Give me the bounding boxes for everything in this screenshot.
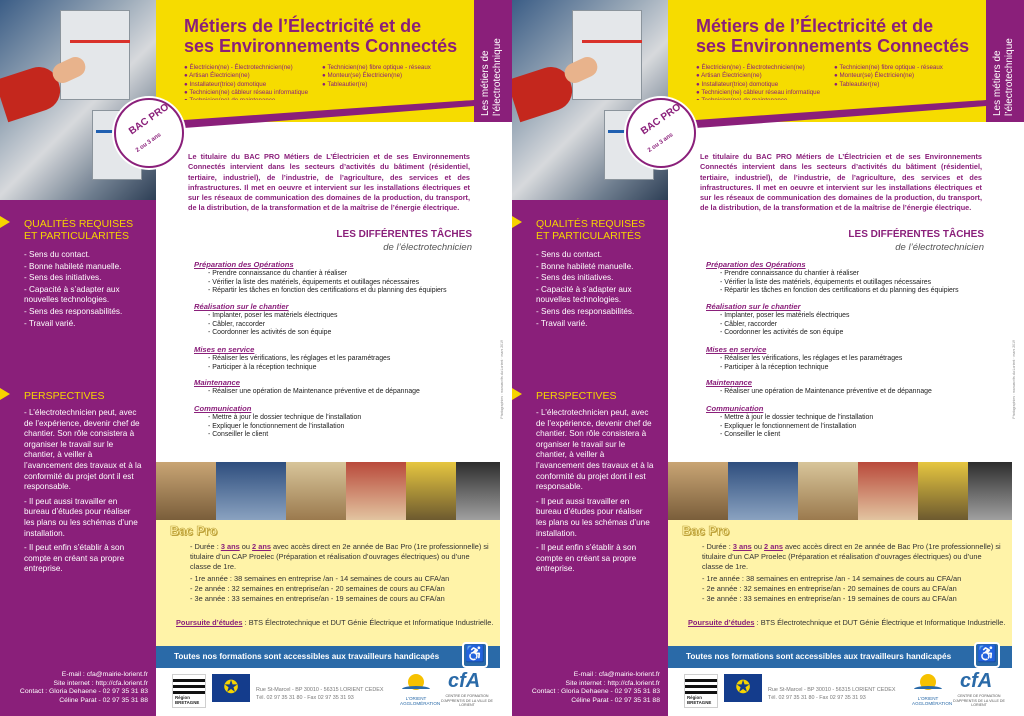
task-block-preparation: Préparation des Opérations - Prendre connaissance du chantier à réaliser - Vérifier la liste des matériels, équipements et outillages nécessaires - Répartir les tâches en fonction des certifications et du planning des équipiers bbox=[706, 260, 996, 296]
list-item: - Sens du contact. bbox=[536, 250, 602, 259]
bac-pro-title: Bac Pro bbox=[682, 524, 730, 538]
lorient-logo: L’ORIENT AGGLOMÉRATION bbox=[400, 672, 432, 706]
address: Rue St-Marcel - BP 30010 - 56315 LORIENT CEDEX Tél. 02 97 35 31 80 - Fax 02 97 35 31 93 bbox=[768, 687, 896, 701]
perspectives-list bbox=[536, 408, 654, 576]
list-item: ● Technicien(ne) câbleur réseau informatique bbox=[696, 89, 820, 97]
list-item: - 2e année : 32 semaines en entreprise/an - 20 semaines de cours au CFA/an bbox=[190, 583, 445, 593]
cfa-logo: cfA CENTRE DE FORMATION D’APPRENTIS DE LA VILLE DE LORIENT bbox=[441, 670, 493, 708]
list-item: - Il peut enfin s’établir à son compte en créant sa propre entreprise. bbox=[24, 543, 125, 574]
list-item: ● Électricien(ne) - Électrotechnicien(ne) bbox=[184, 64, 308, 72]
list-item: ● Artisan Électricien(ne) bbox=[696, 72, 820, 80]
page-title: Métiers de l’Électricité et de ses Environnements Connectés bbox=[696, 16, 970, 56]
header-swoosh bbox=[156, 100, 486, 150]
list-item: - Mettre à jour le dossier technique de l’installation bbox=[720, 414, 874, 421]
list-item: ● Installateur(trice) domotique bbox=[184, 81, 308, 89]
header-swoosh bbox=[668, 100, 998, 150]
list-item: - Réaliser une opération de Maintenance préventive et de dépannage bbox=[208, 388, 420, 395]
lorient-logo: L’ORIENT AGGLOMÉRATION bbox=[912, 672, 944, 706]
task-block-communication: Communication - Mettre à jour le dossier technique de l’installation - Expliquer le fonctionnement de l’installation - Conseiller le client bbox=[706, 404, 996, 440]
list-item: - Coordonner les activités de son équipe bbox=[208, 329, 332, 337]
list-item: - Capacité à s’adapter aux nouvelles technologies. bbox=[24, 284, 120, 305]
task-block-maintenance: Maintenance - Réaliser une opération de Maintenance préventive et de dépannage bbox=[194, 378, 484, 397]
poursuite-etudes: Poursuite d’études : BTS Électrotechnique et DUT Génie Électrique et Informatique Industrielle. bbox=[176, 618, 494, 627]
list-item: - 2e année : 32 semaines en entreprise/an - 20 semaines de cours au CFA/an bbox=[702, 583, 957, 593]
poursuite-etudes: Poursuite d’études : BTS Électrotechnique et DUT Génie Électrique et Informatique Industrielle. bbox=[688, 618, 1006, 627]
perspectives-list bbox=[24, 408, 142, 576]
electrician-photo bbox=[512, 0, 668, 200]
bac-pro-badge: BAC PRO 2 ou 3 ans bbox=[114, 98, 184, 168]
duree-paragraph: - Durée : 3 ans ou 2 ans avec accès direct en 2e année de Bac Pro (1re professionnelle) si titulaire d’un CAP Proelec (Préparation et réalisation d’ouvrages électriques) ou d’une classe de 1re. bbox=[702, 542, 1001, 571]
task-block-communication: Communication - Mettre à jour le dossier technique de l’installation - Expliquer le fonctionnement de l’installation - Conseiller le client bbox=[194, 404, 484, 440]
contact-line: Céline Parat - 02 97 35 31 88 bbox=[571, 697, 660, 705]
list-item: - Réaliser les vérifications, les réglages et les paramétrages bbox=[720, 355, 903, 362]
side-tab: Les métiers de l’électrotechnique bbox=[986, 0, 1024, 122]
list-item: ● Technicien(ne) fibre optique - réseaux bbox=[322, 64, 431, 72]
list-item: ● Monteur(se) Électricien(ne) bbox=[322, 72, 431, 80]
list-item: - Participer à la réception technique bbox=[720, 363, 829, 371]
intro-paragraph: Le titulaire du BAC PRO Métiers de L’Électricien et de ses Environnements Connectés intervient dans les secteurs d’activités du bâtiment (résidentiel, tertiaire, industriel), de l’industrie, de l’agriculture, des services et des infrastructures. Il met en oeuvre et intervient sur les installations électriques et sur les réseaux de communication des domaines de la production, du transport, de la distribution, de la transformation et de la maîtrise de l’énergie électrique. bbox=[700, 152, 982, 213]
qualities-list bbox=[536, 250, 664, 330]
jobs-list-right bbox=[322, 64, 431, 89]
list-item: - Vérifier la liste des matériels, équipements et outillages nécessaires bbox=[208, 278, 420, 286]
list-item: - Câbler, raccorder bbox=[720, 320, 778, 328]
list-item: - L’électrotechnicien peut, avec de l’expérience, devenir chef de chantier. Son rôle consistera à organiser le travail sur le chantier, à veiller à l’avancement des travaux et à la conformité du projet dont il est responsable. bbox=[24, 408, 142, 492]
list-item: ● Technicien(ne) fibre optique - réseaux bbox=[834, 64, 943, 72]
list-item: - Mettre à jour le dossier technique de l’installation bbox=[208, 414, 362, 421]
tasks-subtitle: de l’électrotechnicien bbox=[895, 242, 984, 253]
task-block-preparation: Préparation des Opérations - Prendre connaissance du chantier à réaliser - Vérifier la liste des matériels, équipements et outillages nécessaires - Répartir les tâches en fonction des certifications et du planning des équipiers bbox=[194, 260, 484, 296]
list-item: - Travail varié. bbox=[536, 318, 588, 328]
perspectives-title: PERSPECTIVES bbox=[24, 390, 105, 402]
list-item: - Bonne habileté manuelle. bbox=[24, 261, 122, 271]
list-item: - Prendre connaissance du chantier à réaliser bbox=[208, 270, 348, 277]
list-item: ● Électricien(ne) - Électrotechnicien(ne) bbox=[696, 64, 820, 72]
qualities-list bbox=[24, 250, 152, 330]
list-item: - Coordonner les activités de son équipe bbox=[720, 329, 844, 337]
list-item: - Prendre connaissance du chantier à réaliser bbox=[720, 270, 860, 277]
contact-info bbox=[0, 671, 148, 706]
accessibility-banner: Toutes nos formations sont accessibles aux travailleurs handicapés bbox=[668, 646, 1012, 668]
bac-pro-title: Bac Pro bbox=[170, 524, 218, 538]
list-item: - Répartir les tâches en fonction des certifications et du planning des équipiers bbox=[720, 287, 959, 295]
electrician-photo bbox=[0, 0, 156, 200]
list-item: - Il peut aussi travailler en bureau d’études pour réaliser les plans ou les schémas d’une installation. bbox=[24, 496, 138, 538]
list-item: - 1re année : 38 semaines en entreprise /an - 14 semaines de cours au CFA/an bbox=[702, 574, 962, 583]
list-item: ● Tableautier(re) bbox=[322, 81, 431, 89]
list-item: - Répartir les tâches en fonction des certifications et du planning des équipiers bbox=[208, 287, 447, 295]
brochure-page-right bbox=[512, 0, 1024, 716]
list-item: - Expliquer le fonctionnement de l’installation bbox=[208, 422, 345, 430]
list-item: - Bonne habileté manuelle. bbox=[536, 261, 634, 271]
photo-credit: Photographies : manuscrits du Lorient · mars 2019 bbox=[1012, 340, 1016, 419]
list-item: - Vérifier la liste des matériels, équipements et outillages nécessaires bbox=[720, 278, 932, 286]
list-item: ● Installateur(trice) domotique bbox=[696, 81, 820, 89]
list-item: - Implanter, poser les matériels électriques bbox=[208, 312, 338, 319]
bretagne-logo: Région BRETAGNE bbox=[684, 674, 718, 708]
list-item: - Conseiller le client bbox=[208, 431, 269, 439]
jobs-list-right bbox=[834, 64, 943, 89]
bretagne-logo: Région BRETAGNE bbox=[172, 674, 206, 708]
page-title: Métiers de l’Électricité et de ses Environnements Connectés bbox=[184, 16, 458, 56]
cfa-logo: cfA CENTRE DE FORMATION D’APPRENTIS DE LA VILLE DE LORIENT bbox=[953, 670, 1005, 708]
list-item: - Sens du contact. bbox=[24, 250, 90, 259]
years-list bbox=[702, 574, 1002, 603]
list-item: ● Tableautier(re) bbox=[834, 81, 943, 89]
contact-email[interactable]: E-mail : cfa@mairie-lorient.fr bbox=[61, 670, 148, 678]
intro-paragraph: Le titulaire du BAC PRO Métiers de L’Électricien et de ses Environnements Connectés intervient dans les secteurs d’activités du bâtiment (résidentiel, tertiaire, industriel), de l’industrie, de l’agriculture, des services et des infrastructures. Il met en oeuvre et intervient sur les installations électriques et sur les réseaux de communication des domaines de la production, du transport, de la distribution, de la transformation et de la maîtrise de l’énergie électrique. bbox=[188, 152, 470, 213]
workshop-photo-strip bbox=[668, 462, 1012, 520]
list-item: - Sens des initiatives. bbox=[536, 273, 614, 283]
contact-website[interactable]: Site internet : http://cfa.lorient.fr bbox=[53, 679, 148, 687]
task-block-mises-en-service: Mises en service - Réaliser les vérifications, les réglages et les paramétrages - Participer à la réception technique bbox=[194, 345, 484, 372]
contact-line: Céline Parat - 02 97 35 31 88 bbox=[59, 697, 148, 705]
contact-website[interactable]: Site internet : http://cfa.lorient.fr bbox=[565, 679, 660, 687]
list-item: - Conseiller le client bbox=[720, 431, 781, 439]
eu-flag-icon: ✪ bbox=[724, 674, 762, 702]
tasks-subtitle: de l’électrotechnicien bbox=[383, 242, 472, 253]
task-block-realisation: Réalisation sur le chantier - Implanter, poser les matériels électriques - Câbler, raccorder - Coordonner les activités de son équipe bbox=[706, 302, 996, 338]
task-block-mises-en-service: Mises en service - Réaliser les vérifications, les réglages et les paramétrages - Participer à la réception technique bbox=[706, 345, 996, 372]
list-item: ● Artisan Électricien(ne) bbox=[184, 72, 308, 80]
list-item: - Câbler, raccorder bbox=[208, 320, 266, 328]
task-block-maintenance: Maintenance - Réaliser une opération de Maintenance préventive et de dépannage bbox=[706, 378, 996, 397]
list-item: - 1re année : 38 semaines en entreprise /an - 14 semaines de cours au CFA/an bbox=[190, 574, 450, 583]
task-block-realisation: Réalisation sur le chantier - Implanter, poser les matériels électriques - Câbler, raccorder - Coordonner les activités de son équipe bbox=[194, 302, 484, 338]
list-item: - Sens des responsabilités. bbox=[24, 306, 123, 316]
tasks-title: LES DIFFÉRENTES TÂCHES bbox=[336, 229, 472, 240]
qualities-title: QUALITÉS REQUISES ET PARTICULARITÉS bbox=[536, 218, 646, 242]
list-item: ● Technicien(ne) câbleur réseau informatique bbox=[184, 89, 308, 97]
photo-credit: Photographies : manuscrits du Lorient · mars 2019 bbox=[500, 340, 504, 419]
contact-info bbox=[512, 671, 660, 706]
list-item: - Travail varié. bbox=[24, 318, 76, 328]
duree-paragraph: - Durée : 3 ans ou 2 ans avec accès direct en 2e année de Bac Pro (1re professionnelle) si titulaire d’un CAP Proelec (Préparation et réalisation d’ouvrages électriques) ou d’une classe de 1re. bbox=[190, 542, 489, 571]
footer bbox=[156, 668, 512, 716]
list-item: - 3e année : 33 semaines en entreprise/an - 19 semaines de cours au CFA/an bbox=[702, 593, 957, 603]
footer bbox=[668, 668, 1024, 716]
list-item: - Expliquer le fonctionnement de l’installation bbox=[720, 422, 857, 430]
contact-line: Contact : Gloria Dehaene - 02 97 35 31 83 bbox=[19, 688, 148, 696]
list-item: - Sens des initiatives. bbox=[24, 273, 102, 283]
list-item: - L’électrotechnicien peut, avec de l’expérience, devenir chef de chantier. Son rôle consistera à organiser le travail sur le chantier, à veiller à l’avancement des travaux et à la conformité du projet dont il est responsable. bbox=[536, 408, 654, 492]
bac-pro-badge: BAC PRO 2 ou 3 ans bbox=[626, 98, 696, 168]
list-item: - Réaliser une opération de Maintenance préventive et de dépannage bbox=[720, 388, 932, 395]
wheelchair-icon: ♿ bbox=[462, 642, 488, 668]
perspectives-title: PERSPECTIVES bbox=[536, 390, 617, 402]
list-item: - 3e année : 33 semaines en entreprise/an - 19 semaines de cours au CFA/an bbox=[190, 593, 445, 603]
wheelchair-icon: ♿ bbox=[974, 642, 1000, 668]
list-item: ● Monteur(se) Électricien(ne) bbox=[834, 72, 943, 80]
list-item: - Réaliser les vérifications, les réglages et les paramétrages bbox=[208, 355, 391, 362]
years-list bbox=[190, 574, 490, 603]
list-item: - Capacité à s’adapter aux nouvelles technologies. bbox=[536, 284, 632, 305]
workshop-photo-strip bbox=[156, 462, 500, 520]
qualities-title: QUALITÉS REQUISES ET PARTICULARITÉS bbox=[24, 218, 134, 242]
list-item: - Il peut enfin s’établir à son compte en créant sa propre entreprise. bbox=[536, 543, 637, 574]
eu-flag-icon: ✪ bbox=[212, 674, 250, 702]
accessibility-banner: Toutes nos formations sont accessibles aux travailleurs handicapés bbox=[156, 646, 500, 668]
address: Rue St-Marcel - BP 30010 - 56315 LORIENT CEDEX Tél. 02 97 35 31 80 - Fax 02 97 35 31 93 bbox=[256, 687, 384, 701]
list-item: - Sens des responsabilités. bbox=[536, 306, 635, 316]
contact-email[interactable]: E-mail : cfa@mairie-lorient.fr bbox=[573, 670, 660, 678]
list-item: - Participer à la réception technique bbox=[208, 363, 317, 371]
contact-line: Contact : Gloria Dehaene - 02 97 35 31 83 bbox=[531, 688, 660, 696]
side-tab: Les métiers de l’électrotechnique bbox=[474, 0, 512, 122]
list-item: - Il peut aussi travailler en bureau d’études pour réaliser les plans ou les schémas d’une installation. bbox=[536, 496, 650, 538]
tasks-title: LES DIFFÉRENTES TÂCHES bbox=[848, 229, 984, 240]
list-item: - Implanter, poser les matériels électriques bbox=[720, 312, 850, 319]
